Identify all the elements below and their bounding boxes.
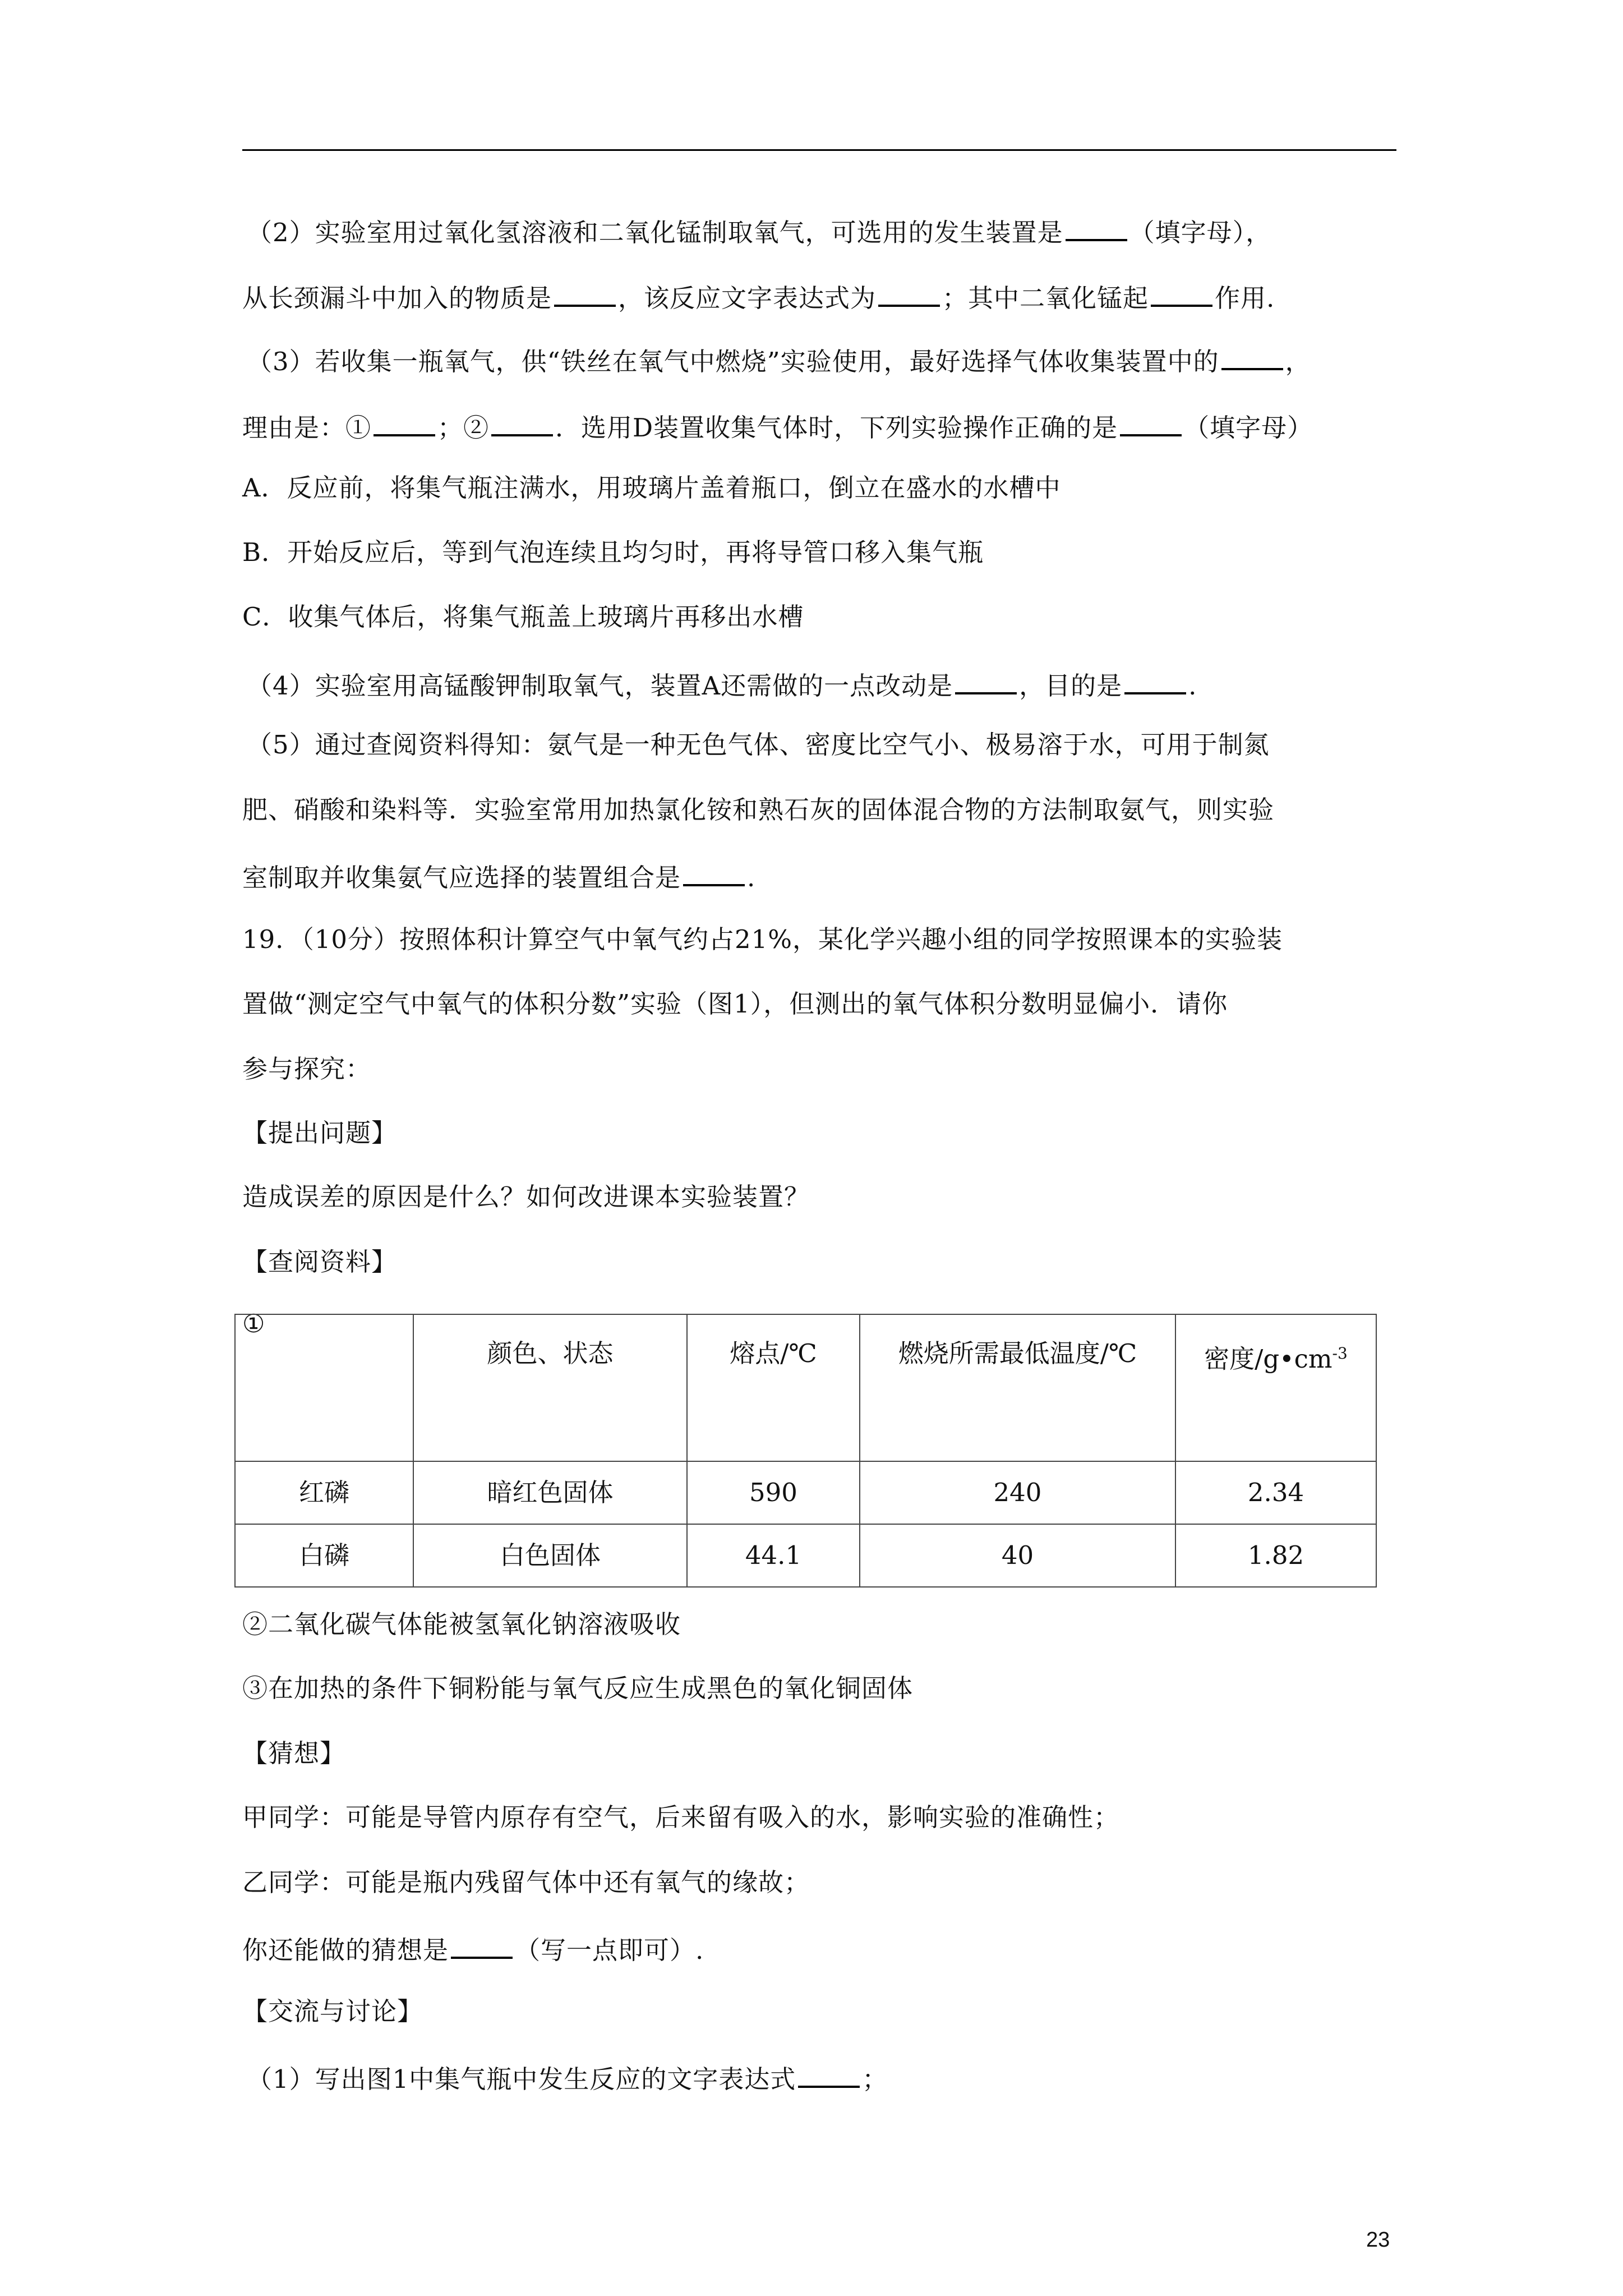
table-header-cell: 颜色、状态	[413, 1314, 687, 1461]
answer-blank	[451, 1930, 513, 1959]
text-line	[242, 1608, 681, 1641]
answer-blank	[683, 857, 745, 886]
text-segment: （2）实验室用过氧化氢溶液和二氧化锰制取氧气，可选用的发生装置是	[247, 218, 1063, 247]
text-line	[242, 1930, 704, 1967]
text-segment: 【猜想】	[242, 1738, 346, 1768]
text-segment: .	[747, 863, 756, 892]
text-line	[247, 665, 1197, 703]
text-segment: ；②	[437, 413, 490, 443]
text-line	[242, 1672, 913, 1705]
text-segment: ①	[242, 1309, 266, 1338]
text-line	[242, 1866, 810, 1899]
text-line	[247, 2059, 888, 2096]
text-line	[242, 278, 1275, 315]
text-segment: 理由是：①	[242, 413, 372, 443]
text-segment: B．开始反应后，等到气泡连续且均匀时，再将导管口移入集气瓶	[242, 537, 984, 567]
page-number: 23	[1366, 2228, 1390, 2252]
table-row	[235, 1461, 1376, 1524]
text-segment: A．反应前，将集气瓶注满水，用玻璃片盖着瓶口，倒立在盛水的水槽中	[242, 473, 1061, 503]
table-cell: 2.34	[1175, 1461, 1376, 1524]
text-segment: 19．（10分）按照体积计算空气中氧气约占21%，某化学兴趣小组的同学按照课本的实验装	[242, 924, 1283, 954]
text-segment: （1）写出图1中集气瓶中发生反应的文字表达式	[247, 2064, 796, 2094]
text-segment: ；	[862, 2064, 888, 2094]
text-segment: ；其中二氧化锰起	[942, 283, 1149, 313]
text-line	[247, 341, 1311, 379]
table-header-cell	[1175, 1314, 1376, 1461]
text-line	[242, 1737, 345, 1770]
answer-blank	[1124, 665, 1186, 694]
text-line	[242, 793, 1274, 827]
text-segment: 乙同学：可能是瓶内残留气体中还有氧气的缘故；	[242, 1867, 810, 1897]
table-cell: 红磷	[235, 1461, 413, 1524]
text-segment: ，目的是	[1019, 671, 1123, 701]
text-line	[247, 728, 1270, 762]
text-line	[242, 600, 804, 634]
answer-blank	[491, 407, 553, 436]
text-segment: ，该反应文字表达式为	[618, 283, 877, 313]
table-cell: 暗红色固体	[413, 1461, 687, 1524]
text-segment: （5）通过查阅资料得知：氨气是一种无色气体、密度比空气小、极易溶于水，可用于制氮	[247, 730, 1270, 760]
table-row	[235, 1524, 1376, 1587]
text-segment: （4）实验室用高锰酸钾制取氧气，装置A还需做的一点改动是	[247, 671, 953, 701]
text-segment: ②二氧化碳气体能被氢氧化钠溶液吸收	[242, 1609, 681, 1639]
text-line	[242, 1180, 810, 1214]
text-segment: （填字母），	[1129, 218, 1272, 247]
table-cell: 44.1	[687, 1524, 860, 1587]
text-line	[242, 1116, 397, 1150]
text-segment: 肥、硝酸和染料等．实验室常用加热氯化铵和熟石灰的固体混合物的方法制取氨气，则实验	[242, 795, 1275, 825]
answer-blank	[798, 2059, 860, 2088]
answer-blank	[955, 665, 1017, 694]
text-line	[242, 1801, 1119, 1834]
answer-blank	[1120, 407, 1182, 436]
text-segment: 作用.	[1215, 283, 1275, 313]
text-segment: 【查阅资料】	[242, 1247, 398, 1277]
text-line	[247, 212, 1271, 250]
answer-blank	[878, 278, 940, 307]
text-segment: 室制取并收集氨气应选择的装置组合是	[242, 863, 681, 892]
text-line	[242, 1245, 397, 1279]
table-header-cell	[235, 1314, 413, 1461]
table-header-row	[235, 1314, 1376, 1461]
text-line	[242, 1052, 371, 1086]
text-segment: ．选用D装置收集气体时，下列实验操作正确的是	[555, 413, 1118, 443]
text-segment: 从长颈漏斗中加入的物质是	[242, 283, 552, 313]
text-line	[242, 407, 1313, 445]
text-segment: .	[1188, 671, 1197, 701]
text-line	[242, 536, 984, 569]
table-header-cell	[860, 1314, 1175, 1461]
density-header: 密度/g•cm	[1204, 1344, 1332, 1374]
min-ignition-temp-header: 燃烧所需最低温度/℃	[898, 1338, 1137, 1368]
text-line	[242, 923, 1283, 956]
text-segment: C．收集气体后，将集气瓶盖上玻璃片再移出水槽	[242, 602, 804, 632]
text-segment: 【提出问题】	[242, 1118, 398, 1148]
text-line	[242, 471, 1061, 505]
table-cell: 590	[687, 1461, 860, 1524]
text-segment: 造成误差的原因是什么？如何改进课本实验装置？	[242, 1182, 810, 1212]
text-segment: 参与探究：	[242, 1054, 372, 1084]
table-cell: 白色固体	[413, 1524, 687, 1587]
text-segment: ③在加热的条件下铜粉能与氧气反应生成黑色的氧化铜固体	[242, 1673, 914, 1703]
table-cell: 1.82	[1175, 1524, 1376, 1587]
text-segment: 甲同学：可能是导管内原存有空气，后来留有吸入的水，影响实验的准确性；	[242, 1802, 1120, 1832]
text-line	[242, 857, 755, 895]
phosphorus-properties-table	[234, 1314, 1377, 1588]
text-line	[242, 987, 1228, 1021]
answer-blank	[374, 407, 435, 436]
header-rule	[242, 149, 1396, 151]
text-segment: （写一点即可）.	[515, 1935, 704, 1965]
text-segment: 置做“测定空气中氧气的体积分数”实验（图1），但测出的氧气体积分数明显偏小．请你	[242, 989, 1228, 1019]
text-segment: （3）若收集一瓶氧气，供“铁丝在氧气中燃烧”实验使用，最好选择气体收集装置中的	[247, 347, 1219, 376]
table-cell: 40	[860, 1524, 1175, 1587]
density-exponent: -3	[1332, 1344, 1348, 1363]
table-header-cell: 熔点/℃	[687, 1314, 860, 1461]
text-segment: 你还能做的猜想是	[242, 1935, 449, 1965]
answer-blank	[1151, 278, 1212, 307]
answer-blank	[554, 278, 616, 307]
text-segment: 【交流与讨论】	[242, 1996, 423, 2026]
text-segment: （填字母）	[1184, 413, 1313, 443]
answer-blank	[1221, 341, 1283, 370]
text-line	[242, 1995, 423, 2028]
table-cell: 240	[860, 1461, 1175, 1524]
table-cell: 白磷	[235, 1524, 413, 1587]
answer-blank	[1066, 212, 1127, 241]
text-segment: ，	[1285, 347, 1311, 376]
